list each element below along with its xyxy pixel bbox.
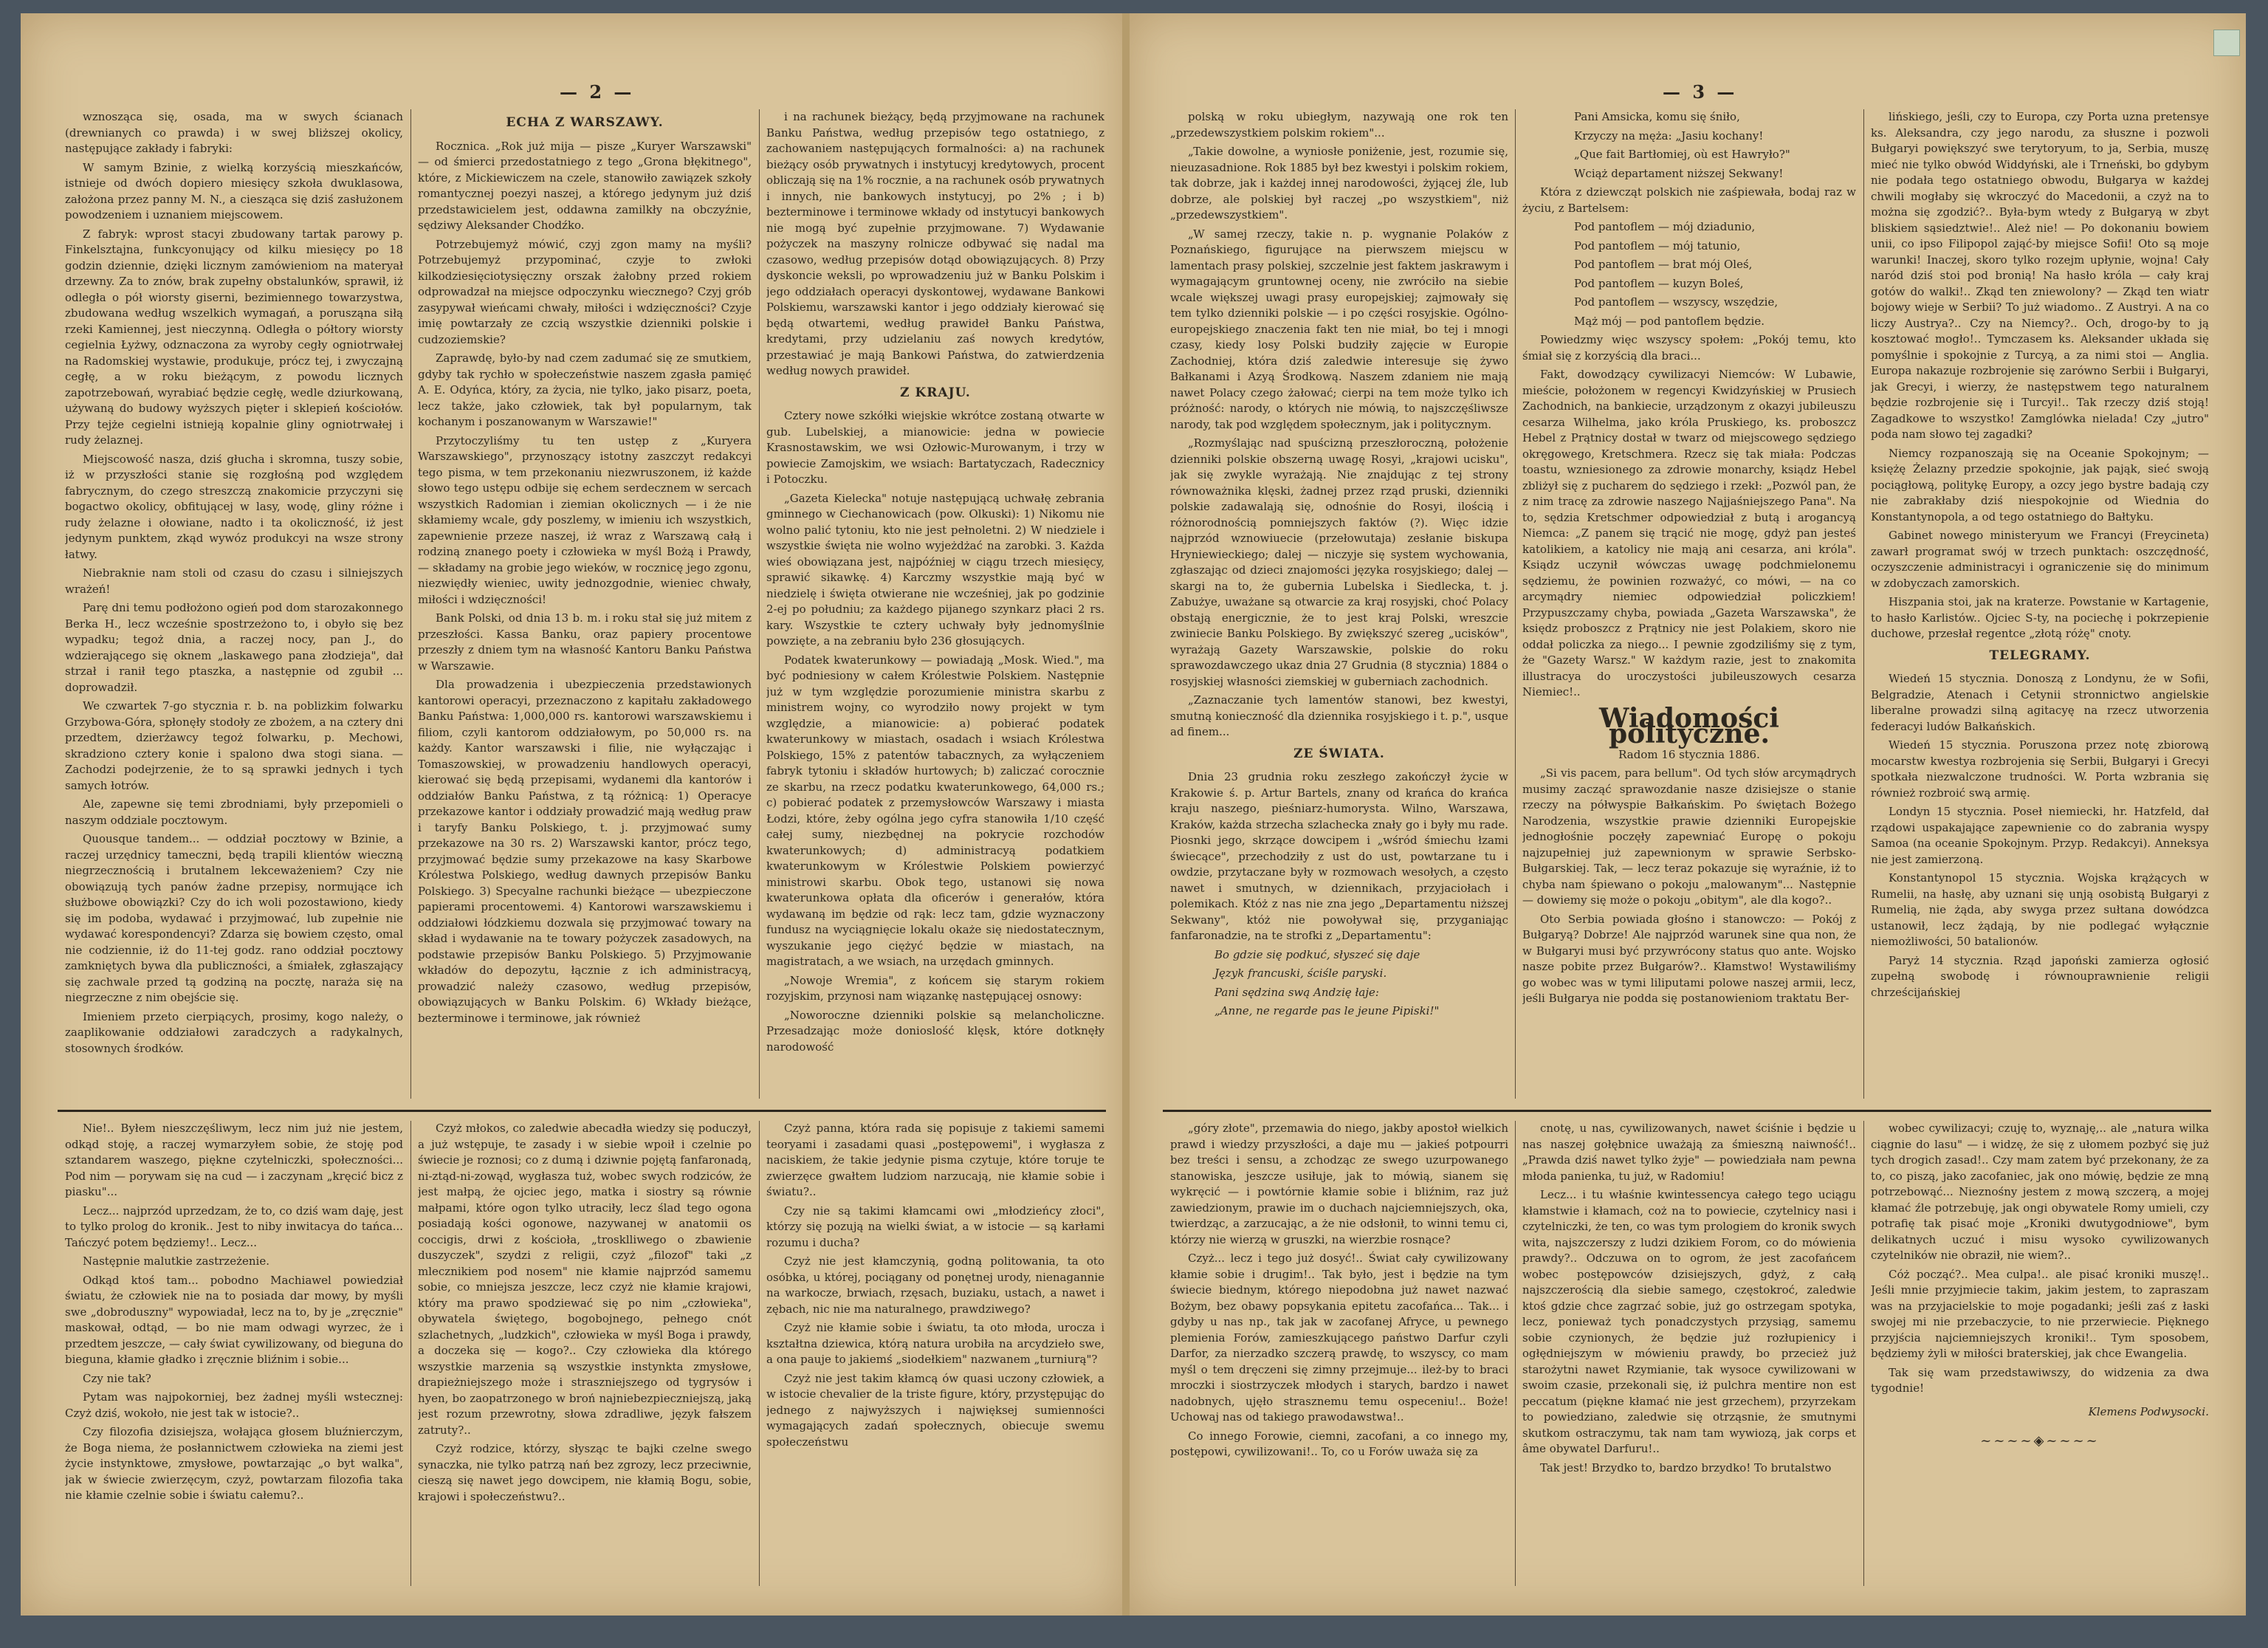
paragraph: cnotę, u nas, cywilizowanych, nawet ściśnie i będzie u nas naszej gołębnice uważają za śmieszną naiwność!.. „Prawda dziś nawet tylko żyje" — powiedziała nam pewna młoda panienka, tu już, w Radomiu! — [1522, 1122, 1856, 1183]
paragraph: Co innego Forowie, ciemni, zacofani, a co innego my, postępowi, cywilizowani!.. To, co u Forów uważa się za — [1170, 1429, 1508, 1458]
ornament-divider: ~~~~◈~~~~ — [1980, 1433, 2100, 1449]
paragraph: „Que fait Bartłomiej, où est Hawryło?" — [1574, 148, 1790, 161]
paragraph: Cztery nowe szkółki wiejskie wkrótce zostaną otwarte w gub. Lubelskiej, a mianowicie: jedna w powiecie Krasnostawskim, we wsi Ozłowic-Murowanym, i trzy w powiecie Zamojskim, we wsiach: Bartatyczach, Radecznicy i Potoczku. — [766, 409, 1104, 486]
paragraph: Tak się wam przedstawiwszy, do widzenia za dwa tygodnie! — [1871, 1365, 2209, 1395]
column-divider — [759, 1121, 760, 1586]
paragraph: lińskiego, jeśli, czy to Europa, czy Porta uzna pretensye ks. Aleksandra, czy jego narodu, za słuszne i pozwoli Bułgaryi powiększyć swe terytoryum, to ja, Serbia, muszę mieć nie tylko obwód Widdyński, ale i Trneński, bo gdybym nie podała tego ostatniego obwodu, Bułgarya w każdej chwili mogłaby się wkroczyć do Macedonii, a czyż na to można się zgodzić?.. Była-bym wtedy z Bułgaryą w zbyt bliskiem sąsiedztwie!.. Ależ nie! — Po dokonaniu bowiem unii, co ipso Filipopol zająć-by miejsce Sofii! Oto są moje warunki! Inaczej, skoro tylko rozejm upłynie, wojna! Cały naród dziś stoi pod bronią! Na hasło króla — cały kraj gotów do walki!.. Zkąd ten zniewolony? — Zkąd ten wiatr bojowy wieje w Serbii? To już wiadomo.. Z Austryi. A na co liczy Austrya?.. Czy na Niemcy?.. Och, drogo-by to ją kosztować mogło!.. Tymczasem ks. Aleksander układa się pomyślnie i spokojnie z Turcyą, a za nimi stoi — Anglia. Europa nakazuje rozbrojenie się zarówno Serbii i Bułgaryi, jak Grecyi, i wierzy, że następstwem tego naturalnem będzie rozbrojenie się i Turcyi!.. Tak rzeczy dziś stoją! Zagadkowe to wszystko! Zamglówka nielada! Czy „jutro" poda nam słowo tej zagadki? — [1871, 110, 2209, 441]
paragraph: Pod pantoflem — kuzyn Boleś, — [1574, 276, 1744, 290]
article-column — [1170, 109, 1508, 1099]
paragraph: „Takie dowolne, a wyniosłe poniżenie, jest, rozumie się, nieuzasadnione. Rok 1885 był bez kwestyi i polskim rokiem, tak dobrze, jak i każdej innej narodowości, żyjącej źle, lub dobrze, ale polskiej był raczej „po wszystkiem", niż „przedewszystkiem". — [1170, 145, 1508, 222]
newspaper-page-left — [21, 13, 1124, 1616]
paragraph: Paryż 14 stycznia. Rząd japoński zamierza ogłosić zupełną swobodę i równouprawnienie religii chrześcijańskiej — [1871, 953, 2209, 999]
paragraph: Nie!.. Byłem nieszczęśliwym, lecz nim już nie jestem, odkąd stoję, a raczej wymarzyłem sobie, że stoję pod sztandarem waszego, piękne czytelniczki, społeczności... Pod nim — porywam się na cud — i zaczynam „kręcić bicz z piasku"... — [65, 1122, 403, 1198]
paragraph: Cóż począć?.. Mea culpa!.. ale pisać kroniki muszę!.. Jeśli mnie przyjmiecie takim, jakim jestem, to zapraszam was na przyjacielskie to moje pogadanki; jeśli zaś z łaski swojej mi nie przebaczycie, to nie przerwiecie. Pięknego przyjścia najciemniejszych kroniki!.. Tym sposobem, będziemy żyli w miłości braterskiej, jak chce Ewangelia. — [1871, 1267, 2209, 1360]
feuilleton-column — [1522, 1121, 1856, 1586]
paragraph: Bo gdzie się podkuć, słyszeć się daje — [1214, 947, 1420, 961]
paragraph: Która z dziewcząt polskich nie zaśpiewała, bodaj raz w życiu, z Bartelsem: — [1522, 185, 1856, 215]
paragraph: Czy nie są takimi kłamcami owi „młodzieńcy złoci", którzy się pozują na wielki świat, a w istocie — są karłami rozumu i ducha? — [766, 1204, 1104, 1249]
feuilleton-column — [1871, 1121, 2209, 1586]
paragraph: Radom 16 stycznia 1886. — [1618, 747, 1760, 761]
paragraph: Quousque tandem... — oddział pocztowy w Bzinie, a raczej urzędnicy tameczni, będą trapili klientów wieczną niegrzecznością i brutalnem lekceważeniem? Czy nie obowiązują tych panów żadne przepisy, normujące ich służbowe obowiązki? Czy do ich woli pozostawiono, kiedy się im podoba, wydawać i przyjmować, lub zupełnie nie wydawać korespondencyi? Zdarza się bowiem często, omal nie codziennie, iż do 11-tej godz. rano oddział pocztowy zamkniętych bywa dla publiczności, a śmiałek, zgłaszający się zachwale przed tą godziną na pocztę, naraża się na niegrzeczne z nim obejście się. — [65, 832, 403, 1004]
paragraph: Konstantynopol 15 stycznia. Wojska krążących w Rumelii, na hasłę, aby uznani się unją osobistą Bułgaryi z Rumelią, nie żąda, aby swyga przez sułtana dowódzca ustanowił, lecz żądają, by nie podlegać wyłącznie niemożliwości, 50 batalionów. — [1871, 871, 2209, 948]
paragraph: Dnia 23 grudnia roku zeszłego zakończył życie w Krakowie ś. p. Artur Bartels, znany od krańca do krańca kraju naszego, pieśniarz-humorysta. Wilno, Warszawa, Kraków, każda strzecha szlachecka znały go i były mu rade. Piosnki jego, skrzące dowcipem i „wśród śmiechu łzami świecące", przechodziły z ust do ust, powtarzane tu i owdzie, przytaczane były w rozmowach wesołych, a często nawet i smutnych, w dziennikach, przyjaciołach i polemikach. Któż z nas nie zna jego „Departamentu niższej Sekwany", któż nie powoływał się, przyganiając fanfaronadzie, na te strofki z „Departamentu": — [1170, 770, 1508, 942]
column-divider — [759, 109, 760, 1099]
paragraph: Dla prowadzenia i ubezpieczenia przedstawionych kantorowi operacyi, przeznaczono z kapitału zakładowego Banku Państwa: 1,000,000 rs. kantorowi warszawskiemu i filiom, czyli kantorom oddziałowym, po 50,000 rs. na każdy. Kantor warszawski i filie, nie wyłączając i Tomaszowskiej, w prowadzeniu handlowych operacyi, kierować się będą przepisami, wydanemi dla kantorów i oddziałów Banku Państwa, z tą różnicą: 1) Operacye przekazowe kantor i oddziały prowadzić mają według praw i taryfy Banku Polskiego, t. j. przyjmować sumy przekazowe na 30 rs. 2) Warszawski kantor, prócz tego, przyjmować będzie sumy przekazowe na kasy Skarbowe Królestwa Polskiego, według dawnych przepisów Banku Polskiego. 3) Specyalne rachunki bieżące — ubezpieczone papierami procentowemi. 4) Kantorowi warszawskiemu i oddziałowi łódzkiemu dozwala się przyjmować towary na skład i wydawanie na te towary pożyczek zasadowych, na podstawie przepisów Banku Polskiego. 5) Przyjmowanie wkładów do depozytu, łącznie z ich administracyą, prowadzić należy czasowo, według przepisów, obowiązujących w Banku Polskim. 6) Wkłady bieżące, bezterminowe i terminowe, jak również — [418, 678, 752, 1025]
section-heading: TELEGRAMY. — [1989, 648, 2091, 663]
paragraph: Potrzebujemyż mówić, czyj zgon mamy na myśli? Potrzebujemyż przypominać, czyje to zwłoki kilkodziesięciotysięczny orszak żałobny przed rokiem odprowadzał na miejsce odpoczynku wiecznego? Czyj grób zasypywał wieńcami chwały, miłości i wdzięczności? Czyje imię powtarzały ze czcią wszystkie dzienniki polskie i cudzoziemskie? — [418, 237, 752, 346]
column-divider — [1863, 1121, 1864, 1586]
paragraph: Parę dni temu podłożono ogień pod dom starozakonnego Berka H., lecz wcześnie spostrzeżono to, i obyło się bez wypadku; tegoż dnia, a raczej nocy, pan J., do wdzierającego się oknem „laskawego pana złodzieja", dał strzał i ranił tego ptaszka, a następnie od zgubił ... doprowadził. — [65, 601, 403, 694]
feuilleton-column — [65, 1121, 403, 1586]
paragraph: Powiedzmy więc wszyscy społem: „Pokój temu, kto śmiał się z korzyścią dla braci... — [1522, 333, 1856, 363]
paragraph: Czyż rodzice, którzy, słysząc te bajki czelne swego synaczka, nie tylko patrzą nań bez zgrozy, lecz przeciwnie, cieszą się nawet jego dowcipem, nie kłamią Bogu, sobie, krajowi i społeczeństwu?.. — [418, 1442, 752, 1503]
paragraph: Czyż młokos, co zaledwie abecadła wiedzy się poduczył, a już wstępuje, te zasady i w siebie wpoił i czelnie po świecie je roznosi; co z dumą i dziwnie pojętą fanfaronadą, ni-ztąd-ni-zowąd, wygłasza tuż, wobec swych rodziców, że jest małpą, że ojciec jego, matka i siostry są równie małpami, które ogon tylko utraciły, lecz ślad tego ogona posiadają kości ogonowe, nazywanej w anatomii os coccigis, drwi z kościoła, „trosklliwego o zbawienie duszyczek", szydzi z religii, czyż „filozof" taki „z mlecznikiem pod nosem" nie kłamie najprzód samemu sobie, co mniejsza jeszcze, lecz czyż nie kłamie krajowi, który ma prawo spodziewać się po nim „człowieka", obywatela świętego, bogobojnego, pełnego cnót szlachetnych, „ludzkich", człowieka w myśl Boga i prawdy, a doczeka się — kogo?.. Czy człowieka dla którego wszystkie marzenia są wszystkie instynkta zmysłowe, drapieżniejszego może i straszniejszego od tygrysów i hyen, bo zaopatrzonego w broń najniebezpieczniejszą, jaką jest rozum przewrotny, słowa zdradliwe, język fałszem zatruty?.. — [418, 1122, 752, 1437]
politics-column — [1522, 109, 1856, 1099]
paragraph: „Anne, ne regarde pas le jeune Pipiski!" — [1214, 1004, 1440, 1017]
archive-tab — [2213, 30, 2240, 56]
feuilleton-column — [1170, 1121, 1508, 1586]
paragraph: Czyż nie jest takim kłamcą ów quasi uczony człowiek, a w istocie chevalier de la triste figure, który, przystępując do jednego z najwyższych i najwięksej sumienności wymagających zadań społecznych, obiecuje swemu społeczeństwu — [766, 1371, 1104, 1449]
paragraph: Czyż nie jest kłamczynią, godną politowania, ta oto osóbka, u której, pociągany od ponętnej urody, nienagannie na warkocze, brwiach, rzęsach, buziaku, ustach, a nawet i zębach, nic nie ma naturalnego, prawdziwego? — [766, 1254, 1104, 1316]
paragraph: W samym Bzinie, z wielką korzyścią mieszkańców, istnieje od dwóch dopiero miesięcy szkoła dwuklasowa, założona przez panny M. N., a ciesząca się dziś zasłużonem powodzeniem i uznaniem miejscowem. — [65, 160, 403, 222]
feuilleton-column — [418, 1121, 752, 1586]
paragraph: Język francuski, ściśle paryski. — [1214, 967, 1387, 980]
telegram-column — [1871, 109, 2209, 1099]
paragraph: „Rozmyślając nad spuścizną przeszłoroczną, położenie dzienniki polskie obszerną uwagę Rosyi, „krajowi ucisku", jak się zwykle wyrażają. Nie znajdując z tej strony równoważnika klęski, żadnej przez rząd pruski, dzienniki polskie zadawalają się, odnośnie do Rosyi, ilością i różnorodnością pomniejszych faktów (?). Więc idzie najprzód wznowiuecie (przełowutaja) zesłanie biskupa Hryniewieckiego; dalej — niczyje się system wychowania, zgłaszając od dzieci znajomości języka rosyjskiego; dalej — skargi na to, że gubernia Lubelska i Siedlecka, t. j. Zabużye, uważane są otwarcie za kraj rosyjski, choć Polacy obstają energicznie, że to jest kraj Polski, wreszcie zwiniecie Banku Polskiego. By zwiększyć szereg „ucisków", wyrażają Gazety Warszawskie, polskie do roku sprawozdawczego ukaz dnia 27 Grudnia (8 stycznia) 1884 o rosyjskiej własności ziemskiej w guberniach zachodnich. — [1170, 436, 1508, 688]
paragraph: Pani Amsicka, komu się śniło, — [1574, 110, 1740, 123]
paragraph: Lecz... najprzód uprzedzam, że to, co dziś wam daję, jest to tylko prolog do kronik.. Jest to niby inwitacya do tańca... Tańczyć potem będziemy!.. Lecz... — [65, 1204, 403, 1249]
paragraph: Londyn 15 stycznia. Poseł niemiecki, hr. Hatzfeld, dał rządowi uspakajające zapewnienie co do zabrania wyspy Samoa (na oceanie Spokojnym. Przyp. Redakcyi). Anneksya nie jest zamierzoną. — [1871, 805, 2209, 866]
column-divider — [410, 109, 411, 1099]
paragraph: Czy filozofia dzisiejsza, wołająca głosem bluźnierczym, że Boga niema, że posłannictwem człowieka na ziemi jest życie instynktowe, zmysłowe, powtarzając „o byt walka", jak w świecie zwierzęcym, czyż, powtarzam filozofia taka nie kłamie czelnie sobie i światu całemu?.. — [65, 1425, 403, 1502]
paragraph: Pani sędzina swą Andzię łaje: — [1214, 985, 1379, 999]
paragraph: Niemcy rozpanoszają się na Oceanie Spokojnym; — księżę Żelazny przedzie spokojnie, jak pająk, sieć swoją pociągłową, politykę Europy, a ozcy jego bystre badają czy nie zabrakłaby dziś niespokojnie od Wiednia do Konstantynopola, a od tego ostatniego do Bałtyku. — [1871, 446, 2209, 523]
section-heading: Wiadomości polityczne. — [1599, 702, 1779, 749]
paragraph: We czwartek 7-go stycznia r. b. na poblizkim folwarku Grzybowa-Góra, spłonęły stodoły ze zbożem, a na cztery dni przedtem, dzierżawcy tegoż folwarku, p. Mechowi, skradziono cztery konie i spalono dwa stogi siana. — Zachodzi podejrzenie, że to są sprawki jednych i tych samych łotrów. — [65, 699, 403, 792]
paragraph: Następnie malutkie zastrzeżenie. — [83, 1254, 269, 1268]
paragraph: Miejscowość nasza, dziś głucha i skromna, tuszy sobie, iż w przyszłości stanie się rozgłośną pod względem fabrycznym, do czego streszczą znakomicie przyczyni się bogactwo okolicy, obfitującej w lasy, wodę, gliny różne i rudy żelazne i ołowiane, nadto i ta okoliczność, iż jest jedynym punktem, zkąd wywóz produkcyi na wsze strony łatwy. — [65, 452, 403, 561]
paragraph: Oto Serbia powiada głośno i stanowczo: — Pokój z Bułgaryą? Dobrze! Ale najprzód warunek sine qua non, że w Bułgaryi musi być przywrócony status quo ante. Wojsko nasze pobite przez Bułgarów?.. Kłamstwo! Wystawiliśmy go wobec was w tymi liliputami polowe naszej armii, lecz, jeśli Bułgarya nie podda się postanowieniom traktatu Ber- — [1522, 912, 1856, 1005]
paragraph: „Si vis pacem, para bellum". Od tych słów arcymądrych musimy zacząć sprawozdanie nasze dzisiejsze o stanie rzeczy na półwyspie Bałkańskim. Po świętach Bożego Narodzenia, wszystkie prawie dzienniki Europejskie jednogłośnie poczęły zapewniać Europę o pokoju najzupełniej już zapewnionym w sprawie Serbsko-Bułgarskiej. Tak, — lecz teraz pokazuje się wyraźnie, iż to chyba nam śpiewano o pokoju „malowanym"... Następnie — dowiemy się może o pokoju „obitym", ale dla kogo?.. — [1522, 766, 1856, 907]
paragraph: Czyż... lecz i tego już dosyć!.. Świat cały cywilizowany kłamie sobie i drugim!.. Tak było, jest i będzie na tym świecie biednym, którego niepodobna już nawet nazwać Bożym, bez obawy popsykania epitetu zacofańca... Tak... i gdyby u nas np., tak jak w zacofanej Afryce, u pewnego plemienia Forów, zamieszkującego państwo Darfur czyli Darfor, za nierzadko szczerą prawdę, to wszyscy, co mam myśl o tem dręczeni się zimny przejmuje... ileż-by to braci mroczki i siostrzyczek młodych i starych, bardzo i nawet nadobnych, ujęło strasznemu temu ospeceniu!.. Boże! Uchowaj nas od takiego prawodawstwa!.. — [1170, 1252, 1508, 1424]
paragraph: Pytam was najpokorniej, bez żadnej myśli wstecznej: Czyż dziś, wokoło, nie jest tak w istocie?.. — [65, 1390, 403, 1420]
paragraph: Imieniem przeto cierpiących, prosimy, kogo należy, o zaaplikowanie oddziałowi zaradczych a radykalnych, stosownych środków. — [65, 1009, 403, 1055]
paragraph: Z fabryk: wprost stacyi zbudowany tartak parowy p. Finkelsztajna, funkcyonujący od kilku miesięcy po 18 godzin dziennie, dzięki licznym zamówieniom na materyał drzewny. Za to znów, brak zupełny obstalunków, sprawił, iż odległa o pół wiorsty giserni, bezimiennego towarzystwa, zbudowana według wszelkich wymagań, a porusząna siłą rzeki Kamiennej, jest nieczynną. Odległa o półtory wiorsty cegielnia Łyżwy, odznaczona za wyroby cegły ogniotrwałej na Radomskiej wystawie, produkuje, prócz tej, i zwyczajną cegłę, a w roku bieżącym, z powodu licznych zapotrzebowań, wyrabiać będzie cegłę, wedle dziurkowaną, używaną do budowy wyższych pięter i sklepień kościołów. Przy tejże cegielni istnieją kopalnie gliny ogniotrwałej i rudy żelaznej. — [65, 227, 403, 447]
page-number: — 2 — — [560, 81, 635, 103]
column-divider — [410, 1121, 411, 1586]
paragraph: Ale, zapewne się temi zbrodniami, były przepomieli o naszym oddziale pocztowym. — [65, 797, 403, 827]
paragraph: wznosząca się, osada, ma w swych ścianach (drewnianych co prawda) i w swej bliższej okolicy, następujące zakłady i fabryki: — [65, 110, 403, 155]
paragraph: Wiedeń 15 stycznia. Poruszona przez notę zbiorową mocarstw kwestya rozbrojenia się Serbii, Bułgaryi i Grecyi spotkała niezwalczone trudności. W. Porta wzbrania się również rozbroić swą armię. — [1871, 738, 2209, 800]
paragraph: Lecz... i tu właśnie kwintessencya całego tego uciągu kłamstwie i kłamach, coż na to powiecie, czytelnicy nasi i czytelniczki, że ten, co was tym prologiem do kronik swych wita, najszczerszy z ludzi dzikiem Forom, co do mówienia prawdy?.. Odczuwa on to ogrom, że jest zacofańcem wobec postępowców dzisiejszych, gdyż, z całą najszczerością dla siebie samego, częstokroć, zaledwie ktoś gdzie chce zagrzać sobie, już go ostrzegam spotyka, lecz, ponieważ tych ponadczystych przysiąg, samemu sobie czynionych, że będzie już rozłupienicy i ogłędniejszym w mówieniu prawdy, bo przecież już starożytni nawet Rzymianie, tak wysoce cywilizowani w swoim czasie, przekonali się, iż pulchra mentire non est peccatum (piękne kłamać nie jest grzechem), przyrzekam to powiedziano, zaledwie się otrząsnie, że smutnymi skutkom ostraczymu, tak nam tam wywiozą, jak corps et âme obywatel Darfuru!.. — [1522, 1188, 1856, 1455]
horizontal-rule — [58, 1110, 1106, 1112]
paragraph: Mąż mój — pod pantoflem będzie. — [1574, 314, 1764, 328]
paragraph: „Noworoczne dzienniki polskie są melancholiczne. Przesadzając może donioslość klęsk, które dotknęły narodowość — [766, 1008, 1104, 1054]
paragraph: Krzyczy na męża: „Jasiu kochany! — [1574, 128, 1764, 143]
feuilleton-column — [766, 1121, 1104, 1586]
paragraph: „góry złote", przemawia do niego, jakby apostoł wielkich prawd i wiedzy przyszłości, a daje mu — jakieś potpourri bez treści i sensu, a zchodząc ze swego uzurpowanego stanowiska, jeszcze usiłuje, jak to mówią, sianem się wykręcić — i powtórnie kłamie sobie i bliźnim, raz już zawiedzionym, prawie im o duchach najciemniejszych, oka, twierdząc, a zarzucając, a że nie odsłonił, to winni temu ci, którzy nie wierzą w gruszki, na wierzbie rosnące? — [1170, 1122, 1508, 1246]
paragraph: Tak jest! Brzydko to, bardzo brzydko! To brutalstwo — [1540, 1460, 1832, 1474]
paragraph: Pod pantoflem — mój dziadunio, — [1574, 220, 1756, 233]
paragraph: Pod pantoflem — wszyscy, wszędzie, — [1574, 295, 1779, 309]
section-heading: ZE ŚWIATA. — [1293, 746, 1385, 761]
column-divider — [1863, 109, 1864, 1099]
paragraph: „Zaznaczanie tych lamentów stanowi, bez kwestyi, smutną konieczność dla dziennika rosyjskiego i t. p.", usque ad finem... — [1170, 693, 1508, 738]
paragraph: Hiszpania stoi, jak na kraterze. Powstanie w Kartagenie, to hasło Karlistów.. Ojciec S-ty, na pociechę i pokrzepienie duchowe, przesłał regentce „złotą różę" cnoty. — [1871, 595, 2209, 640]
echa-column — [418, 109, 752, 1099]
paragraph: Czyż nie kłamie sobie i światu, ta oto młoda, urocza i kształtna dziewica, którą natura urobiła na arcydzieło swe, a ona pauje to jakiemś „siodełkiem" nazwanem „turniurą"? — [766, 1321, 1104, 1366]
paragraph: Fakt, dowodzący cywilizacyi Niemców: W Lubawie, mieście, położonem w regencyi Kwidzyńskiej w Prusiech Zachodnich, na bankiecie, urządzonym z okazyi jubileuszu cesarza Wilhelma, jako króla Pruskiego, ks. proboszcz Hebel z Prątnicy dostał w twarz od miejscowego sędziego okręgowego, Kretschmera. Rzecz się tak miała: Podczas toastu, wzniesionego za zdrowie monarchy, ksiądz Hebel zbliżył się z pucharem do sędziego i rzekł: „Pozwól pan, że z nim tracę za zdrowie naszego Najjaśniejszego Pana". Na to, sędzia Kretschmer odpowiedział z butą i arogancyą Niemca: „Z panem się trącić nie mogę, gdyż pan jesteś katolikiem, a katolicy nie mają ani cesarza, ani króla". Ksiądz uczynił wówczas uwagę podchmielonemu sędziemu, że powinien rozważyć, co mówi, — na co arcymądry niemiec odpowiedział policzkiem! Przypuszczamy chyba, powiada „Gazeta Warszawska", że księdz proboszcz z Prątnicy nie jest Polakiem, skoro nie oddał policzka za niego... I pewnie zgodziliśmy się z tym, że "Gazety Warsz." W każdym razie, jest to znakomita illustracya do uroczystości jubileuszowych cesarza Niemiec!.. — [1522, 368, 1856, 698]
paragraph: Odkąd ktoś tam... pobodno Machiawel powiedział światu, że człowiek nie na to posiada dar mowy, by myśli swe „dobroduszny" wypowiadał, lecz na to, by je „zręcznie" maskował, odtąd, — bo nie mam odwagi wyrzec, że i przedtem jeszcze, — cały świat cywilizowany, od bieguna do bieguna, kłamie gładko i zręcznie bliźnim i sobie... — [65, 1273, 403, 1366]
paragraph: „Nowoje Wremia", z końcem się starym rokiem rozyjskim, przynosi nam wiązankę następującej osnowy: — [766, 973, 1104, 1003]
kraj-column — [766, 109, 1104, 1099]
paragraph: Czy nie tak? — [83, 1371, 151, 1385]
paragraph: Podatek kwaterunkowy — powiadają „Mosk. Wied.", ma być podniesiony w całem Królestwie Polskiem. Następnie już w tym względzie porozumienie ministra skarbu z ministrem wojny, co wyrodziło nowy projekt w tym względzie, a mianowicie: a) pobierać podatek kwaterunkowy w miastach, osadach i wsiach Królestwa Polskiego, 15% z patentów tabacznych, za wyłączeniem fabryk tytoniu i składów hurtowych; b) zaliczać corocznie ze skarbu, na rzecz podatku kwaterunkowego, 64,000 rs.; c) pobierać podatek z przemysłowców Warszawy i miasta Łodzi, które, żeby ogólna jego cyfra stanowiła 1/10 część całej sumy, niezbędnej na pokrycie rozchodów kwaterunkowych; d) administracyą podatkiem kwaterunkowym w Królestwie Polskiem powierzyć ministrowi skarbu. Obok tego, ustanowi się nowa kwaterunkowa opłata dla oficerów i generałów, która wydawaną im będzie od rąk: lecz tam, gdzie wyznaczony fundusz na wyciągnięcie lokalu okaże się niedostatecznym, wyszukanie jego ciężyć będzie w miastach, na magistratach, a we wsiach, na urzędach gminnych. — [766, 653, 1104, 968]
paragraph: Zaprawdę, było-by nad czem zadumać się ze smutkiem, gdyby tak rychło w społeczeństwie naszem zgasła pamięć A. E. Odyńca, który, za życia, nie tylko, jako pisarz, poeta, lecz także, jako człowiek, tak był popularnym, tak kochanym i poszanowanym w Warszawie!" — [418, 351, 752, 428]
paragraph: Pod pantoflem — mój tatunio, — [1574, 238, 1741, 253]
paragraph: Gabinet nowego ministeryum we Francyi (Freycineta) zawarł programat swój w trzech punktach: oszczędność, oczyszczenie administracyi i ograniczenie się do minimum w zdobyczach zamorskich. — [1871, 529, 2209, 590]
paragraph: Wciąż departament niższej Sekwany! — [1574, 166, 1784, 180]
paragraph: wobec cywilizacyi; czuję to, wyznaję,.. ale „natura wilka ciągnie do lasu" — i widzę, że się z ułomem pozbyć się już tych drogich zasad!.. Czy mam zatem być przekonany, że za to, co piszą, jako zacofaniec, jak ono mówię, będzie ze mną potrzebowąć... Nieznośny jestem z mową szczerą, a mojej kłamać źle potrzebuję, jak ongi obywatele Romy umieli, czy potrafię tak pisać moje „Kroniki dwutygodniowe", bym delikatnych uczuć i misu wysoko cywilizowanych czytelników nie obraził, nie wiem?.. — [1871, 1122, 2209, 1262]
paragraph: polską w roku ubiegłym, nazywają one rok ten „przedewszystkiem polskim rokiem"... — [1170, 110, 1508, 140]
column-divider — [1515, 109, 1516, 1099]
paragraph: „Gazeta Kielecka" notuje następującą uchwałę zebrania gminnego w Ciechanowicach (pow. Olkuski): 1) Nikomu nie wolno palić tytoniu, kto nie jest pełnoletni. 2) W niedziele i wszystkie święta nie wolno wyjeżdżać na zarobki. 3. Każda wieś obowiązana jest, najpóźniej w ciągu trzech miesięcy, sprawić sikawkę. 4) Karczmy wszystkie mają być w niedzielę i święta otwierane nie wcześniej, jak po godzinie 2-ej po południu; za każdego pijanego szynkarz płaci 2 rs. kary. Wszystkie te cztery uchwały były jednomyślnie powzięte, a na zebraniu było 236 głosujących. — [766, 491, 1104, 648]
section-heading: Z KRAJU. — [900, 385, 971, 400]
paragraph: „W samej rzeczy, takie n. p. wygnanie Polaków z Poznańskiego, figurujące na pierwszem miejscu w lamentach prasy polskiej, szczelnie jest faktem jaskrawym i wymagającym gruntownej oceny, nie zwróciło na siebie wcale większej uwagi prasy europejskiej; zajmowały się tem tylko dzienniki polskie — i po części rosyjskie. Ogólno-europejskiego znaczenia fakt ten nie miał, bo tej i mnogi czasy, kiedy losy Polski budziły zajęcie w Europie Zachodniej, która dziś zaledwie interesuje się żywo Bałkanami i Azyą Środkową. Naszem zdaniem nie mają nawet Polacy czego żałować; cierpi na tem może tylko ich próżność: narody, o których nie mówią, to najszczęśliwsze narody, tak pod względem społecznym, jak i politycznym. — [1170, 227, 1508, 431]
paragraph: Czyż panna, która rada się popisuje z takiemi samemi teoryami i zasadami quasi „postępowemi", i wygłasza z naciskiem, że takie jedynie pisma czytuje, które toruje te zwierzęce gwałtem ludziom narzucają, nie kłamie sobie i światu?.. — [766, 1122, 1104, 1198]
paragraph: i na rachunek bieżący, będą przyjmowane na rachunek Banku Państwa, według przepisów tego ostatniego, z zachowaniem następujących formalności: a) na rachunek bieżący osób prywatnych i instytucyj kredytowych, procent obliczają się na 1% rocznie, a na rachunek osób prywatnych i innych, nie bankowych instytucyj, po 2% ; i b) bezterminowe i terminowe wkłady od instytucyi bankowych nie mogą być zupełnie przyjmowane. 7) Wydawanie pożyczek na maszyny rolnicze odbywać się nadal ma czasowo, według przepisów dotąd obowiązujących. 8) Przy dyskoncie weksli, po wprowadzeniu już w Banku Polskim i jego oddziałach operacyi dyskontowej, wydawane Bankowi Polskiemu, warszawski kantor i jego oddziały kierować się będą otwartemi, według prawideł Banku Państwa, kredytami, przy udzielaniu zaś nowych kredytów, przestawiać je mają Bankowi Państwa, do zatwierdzenia według nowych prawideł. — [766, 110, 1104, 377]
article-column — [65, 109, 403, 1099]
section-heading: ECHA Z WARSZAWY. — [506, 115, 664, 130]
paragraph: Klemens Podwysocki. — [2088, 1404, 2209, 1418]
paragraph: Bank Polski, od dnia 13 b. m. i roku stał się już mitem z przeszłości. Kassa Banku, oraz papiery procentowe przeszły z dniem tym na własność Kantoru Banku Państwa w Warszawie. — [418, 611, 752, 673]
page-number: — 3 — — [1663, 81, 1738, 103]
column-divider — [1515, 1121, 1516, 1586]
paragraph: Niebraknie nam stoli od czasu do czasu i silniejszych wrażeń! — [65, 566, 403, 596]
paragraph: Rocznica. „Rok już mija — pisze „Kuryer Warszawski" — od śmierci przedostatniego z tego „Grona błękitnego", które, z Mickiewiczem na czele, stanowiło zawiązek szkoły romantycznej poezyi naszej, a którego jedynym już dziś przedstawicielem jest, oddawna zamilkły na obczyźnie, sędziwy Aleksander Chodźko. — [418, 139, 752, 232]
paragraph: Wiedeń 15 stycznia. Donoszą z Londynu, że w Sofii, Belgradzie, Atenach i Cetynii stronnictwo angielskie liberalne prowadzi silną agitacyę na rzecz utworzenia federacyi ludów Bałkańskich. — [1871, 672, 2209, 733]
paragraph: Przytoczyliśmy tu ten ustęp z „Kuryera Warszawskiego", przynoszący istotny zaszczyt redakcyi tego pisma, w tem przekonaniu niezwruszonem, iż każde słowo tego ustępu odbije się echem serdecznem w sercach wszystkich Radomian i ziemian okolicznych — i że nie skłamiemy wcale, gdy poszlemy, w imieniu ich wszystkich, zapewnienie przeze naszej, iż wraz z Warszawą całą i rodziną znanego poety i człowieka w myśl Bożą i Prawdy, — składamy na grobie jego wieków, w rocznicę jego zgonu, niezwiędły wieniec, uwity jednozgodnie, wieniec chwały, miłości i wdzięczności! — [418, 433, 752, 606]
newspaper-page-right — [1130, 13, 2246, 1616]
paragraph: Pod pantoflem — brat mój Oleś, — [1574, 258, 1753, 271]
horizontal-rule — [1163, 1110, 2211, 1112]
